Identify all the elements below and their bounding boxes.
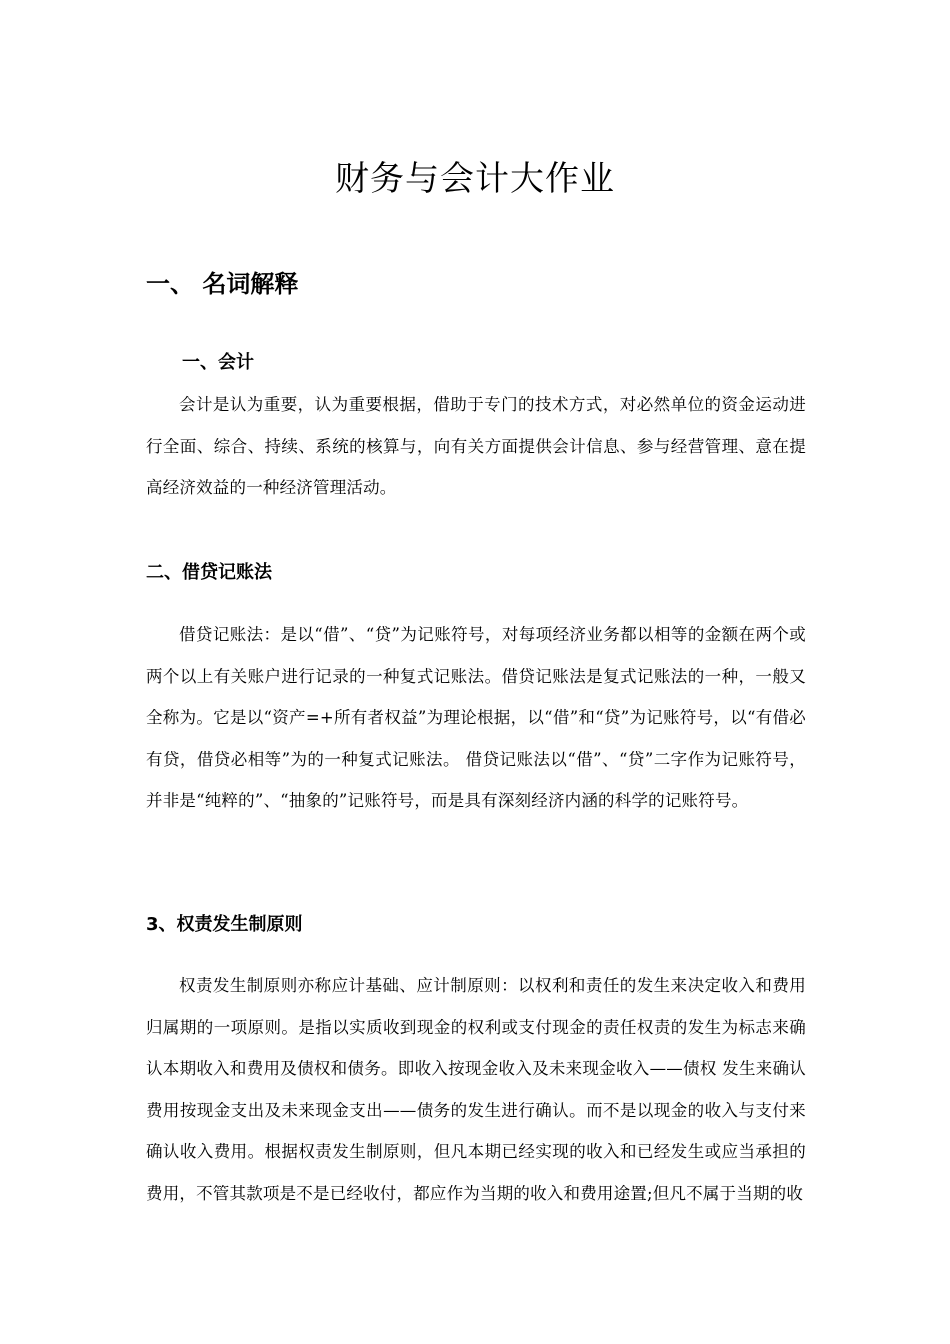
section-heading-glossary: 一、 名词解释 xyxy=(146,270,299,298)
document-title: 财务与会计大作业 xyxy=(335,159,615,199)
term-paragraph-accounting: 会计是认为重要，认为重要根据，借助于专门的技术方式，对必然单位的资金运动进行全面、综合、持续、系统的核算与，向有关方面提供会计信息、参与经营管理、意在提高经济效益的一种经济管理活动。 xyxy=(146,395,806,497)
term-paragraph-accrual-principle: 权责发生制原则亦称应计基础、应计制原则：以权利和责任的发生来决定收入和费用归属期的一项原则。是指以实质收到现金的权利或支付现金的责任权责的发生为标志来确认本期收入和费用及债权和债务。即收入按现金收入及未来现金收入——债权 发生来确认费用按现金支出及未来现金支出——债务的发生进行确认。而不是以现金的收入与支付来确认收入费用。根据权责发生制原则，但凡本期已经实现的收入和已经发生或应当承担的费用，不管其款项是不是已经收付，都应作为当期的收入和费用途置;但凡不属于当期的收 xyxy=(146,976,806,1203)
term-paragraph-debit-credit: 借贷记账法：是以“借”、“贷”为记账符号，对每项经济业务都以相等的金额在两个或两个以上有关账户进行记录的一种复式记账法。借贷记账法是复式记账法的一种，一般又全称为。它是以“资产=+所有者权益”为理论根据，以“借”和“贷”为记账符号，以“有借必有贷，借贷必相等”为的一种复式记账法。 借贷记账法以“借”、“贷”二字作为记账符号，并非是“纯粹的”、“抽象的”记账符号，而是具有深刻经济内涵的科学的记账符号。 xyxy=(146,625,806,810)
term-heading-accrual-principle: 3、权责发生制原则 xyxy=(146,914,303,935)
term-heading-debit-credit: 二、借贷记账法 xyxy=(146,562,272,583)
term-heading-accounting: 一、会计 xyxy=(182,352,254,373)
